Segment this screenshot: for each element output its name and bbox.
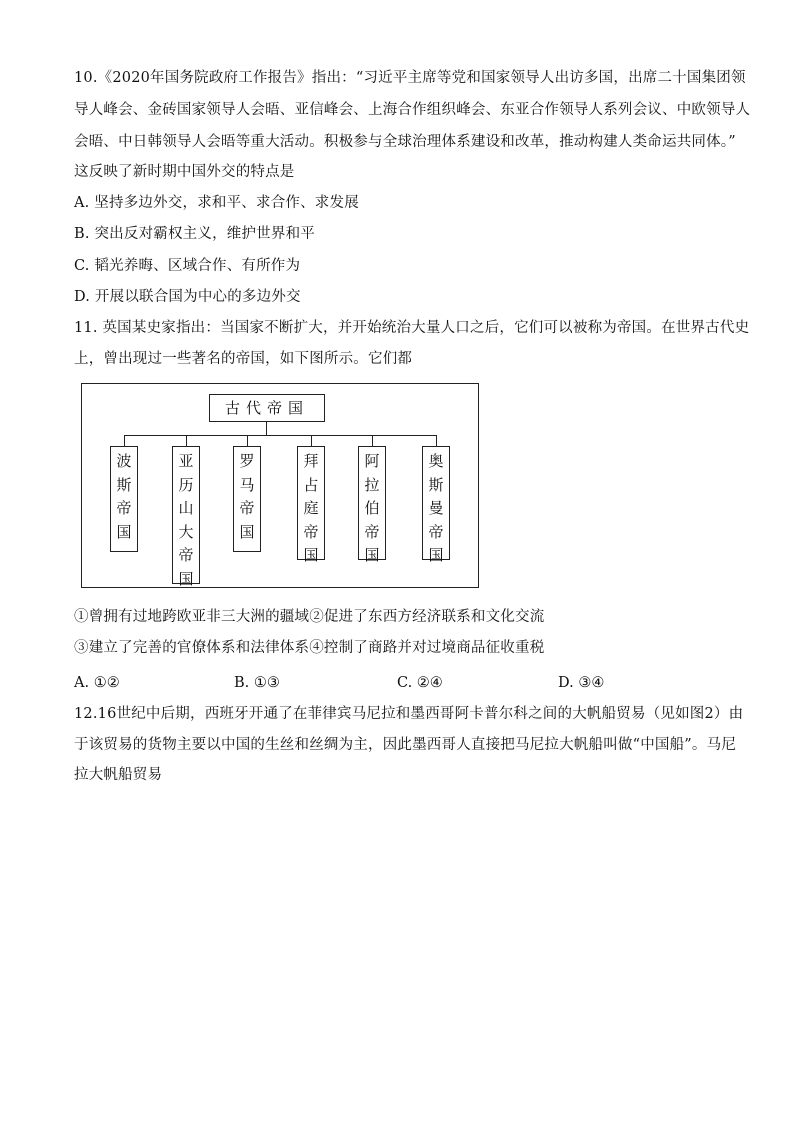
- branch-drop-6: [436, 435, 437, 446]
- root-connector: [266, 422, 267, 435]
- q11-statements-line-1: ①曾拥有过地跨欧亚非三大洲的疆域②促进了东西方经济联系和文化交流: [74, 609, 545, 625]
- q12-stem-line-1: 12.16世纪中后期，西班牙开通了在菲律宾马尼拉和墨西哥阿卡普尔科之间的大帆船贸易（见如图2）由: [74, 706, 744, 722]
- empire-diagram: [81, 383, 479, 588]
- branch-drop-4: [311, 435, 312, 446]
- empire-box-roman: 罗 马 帝 国: [233, 446, 261, 552]
- empire-box-byzantine: 拜 占 庭 帝 国: [297, 446, 325, 560]
- q10-option-d: D. 开展以联合国为中心的多边外交: [74, 289, 301, 305]
- q11-choice-a: A. ①②: [74, 675, 120, 691]
- q11-stem-line-1: 11. 英国某史家指出：当国家不断扩大，并开始统治大量人口之后，它们可以被称为帝国。在世界古代史: [74, 320, 750, 336]
- branch-connector: [124, 435, 436, 436]
- branch-drop-1: [124, 435, 125, 446]
- q10-option-a: A. 坚持多边外交，求和平、求合作、求发展: [74, 195, 359, 211]
- q10-stem-line-3: 会晤、中日韩领导人会晤等重大活动。积极参与全球治理体系建设和改革，推动构建人类命运共同体。”: [74, 134, 736, 150]
- q10-stem-line-2: 导人峰会、金砖国家领导人会晤、亚信峰会、上海合作组织峰会、东亚合作领导人系列会议、中欧领导人: [74, 102, 751, 118]
- empire-box-alexander: 亚 历 山 大 帝 国: [172, 446, 200, 584]
- q12-stem-line-2: 于该贸易的货物主要以中国的生丝和丝绸为主，因此墨西哥人直接把马尼拉大帆船叫做“中国船”。马尼: [74, 737, 737, 753]
- empire-box-persian: 波 斯 帝 国: [110, 446, 138, 552]
- branch-drop-5: [372, 435, 373, 446]
- empire-box-ottoman: 奥 斯 曼 帝 国: [422, 446, 450, 560]
- q12-stem-line-3: 拉大帆船贸易: [74, 767, 163, 783]
- branch-drop-2: [186, 435, 187, 446]
- q11-choice-c: C. ②④: [397, 675, 443, 691]
- q11-statements-line-2: ③建立了完善的官僚体系和法律体系④控制了商路并对过境商品征收重税: [74, 640, 545, 656]
- q11-choice-b: B. ①③: [234, 675, 280, 691]
- q10-option-b: B. 突出反对霸权主义，维护世界和平: [74, 226, 315, 242]
- q10-stem-line-4: 这反映了新时期中国外交的特点是: [74, 164, 295, 180]
- empire-box-arab: 阿 拉 伯 帝 国: [358, 446, 386, 560]
- q11-choice-d: D. ③④: [558, 675, 605, 691]
- q10-stem-line-1: 10.《2020年国务院政府工作报告》指出：“习近平主席等党和国家领导人出访多国，出席二十国集团领: [74, 70, 746, 86]
- q11-stem-line-2: 上，曾出现过一些著名的帝国，如下图所示。它们都: [74, 351, 413, 367]
- branch-drop-3: [247, 435, 248, 446]
- diagram-root-box: 古代帝国: [209, 394, 325, 422]
- q10-option-c: C. 韬光养晦、区域合作、有所作为: [74, 258, 301, 274]
